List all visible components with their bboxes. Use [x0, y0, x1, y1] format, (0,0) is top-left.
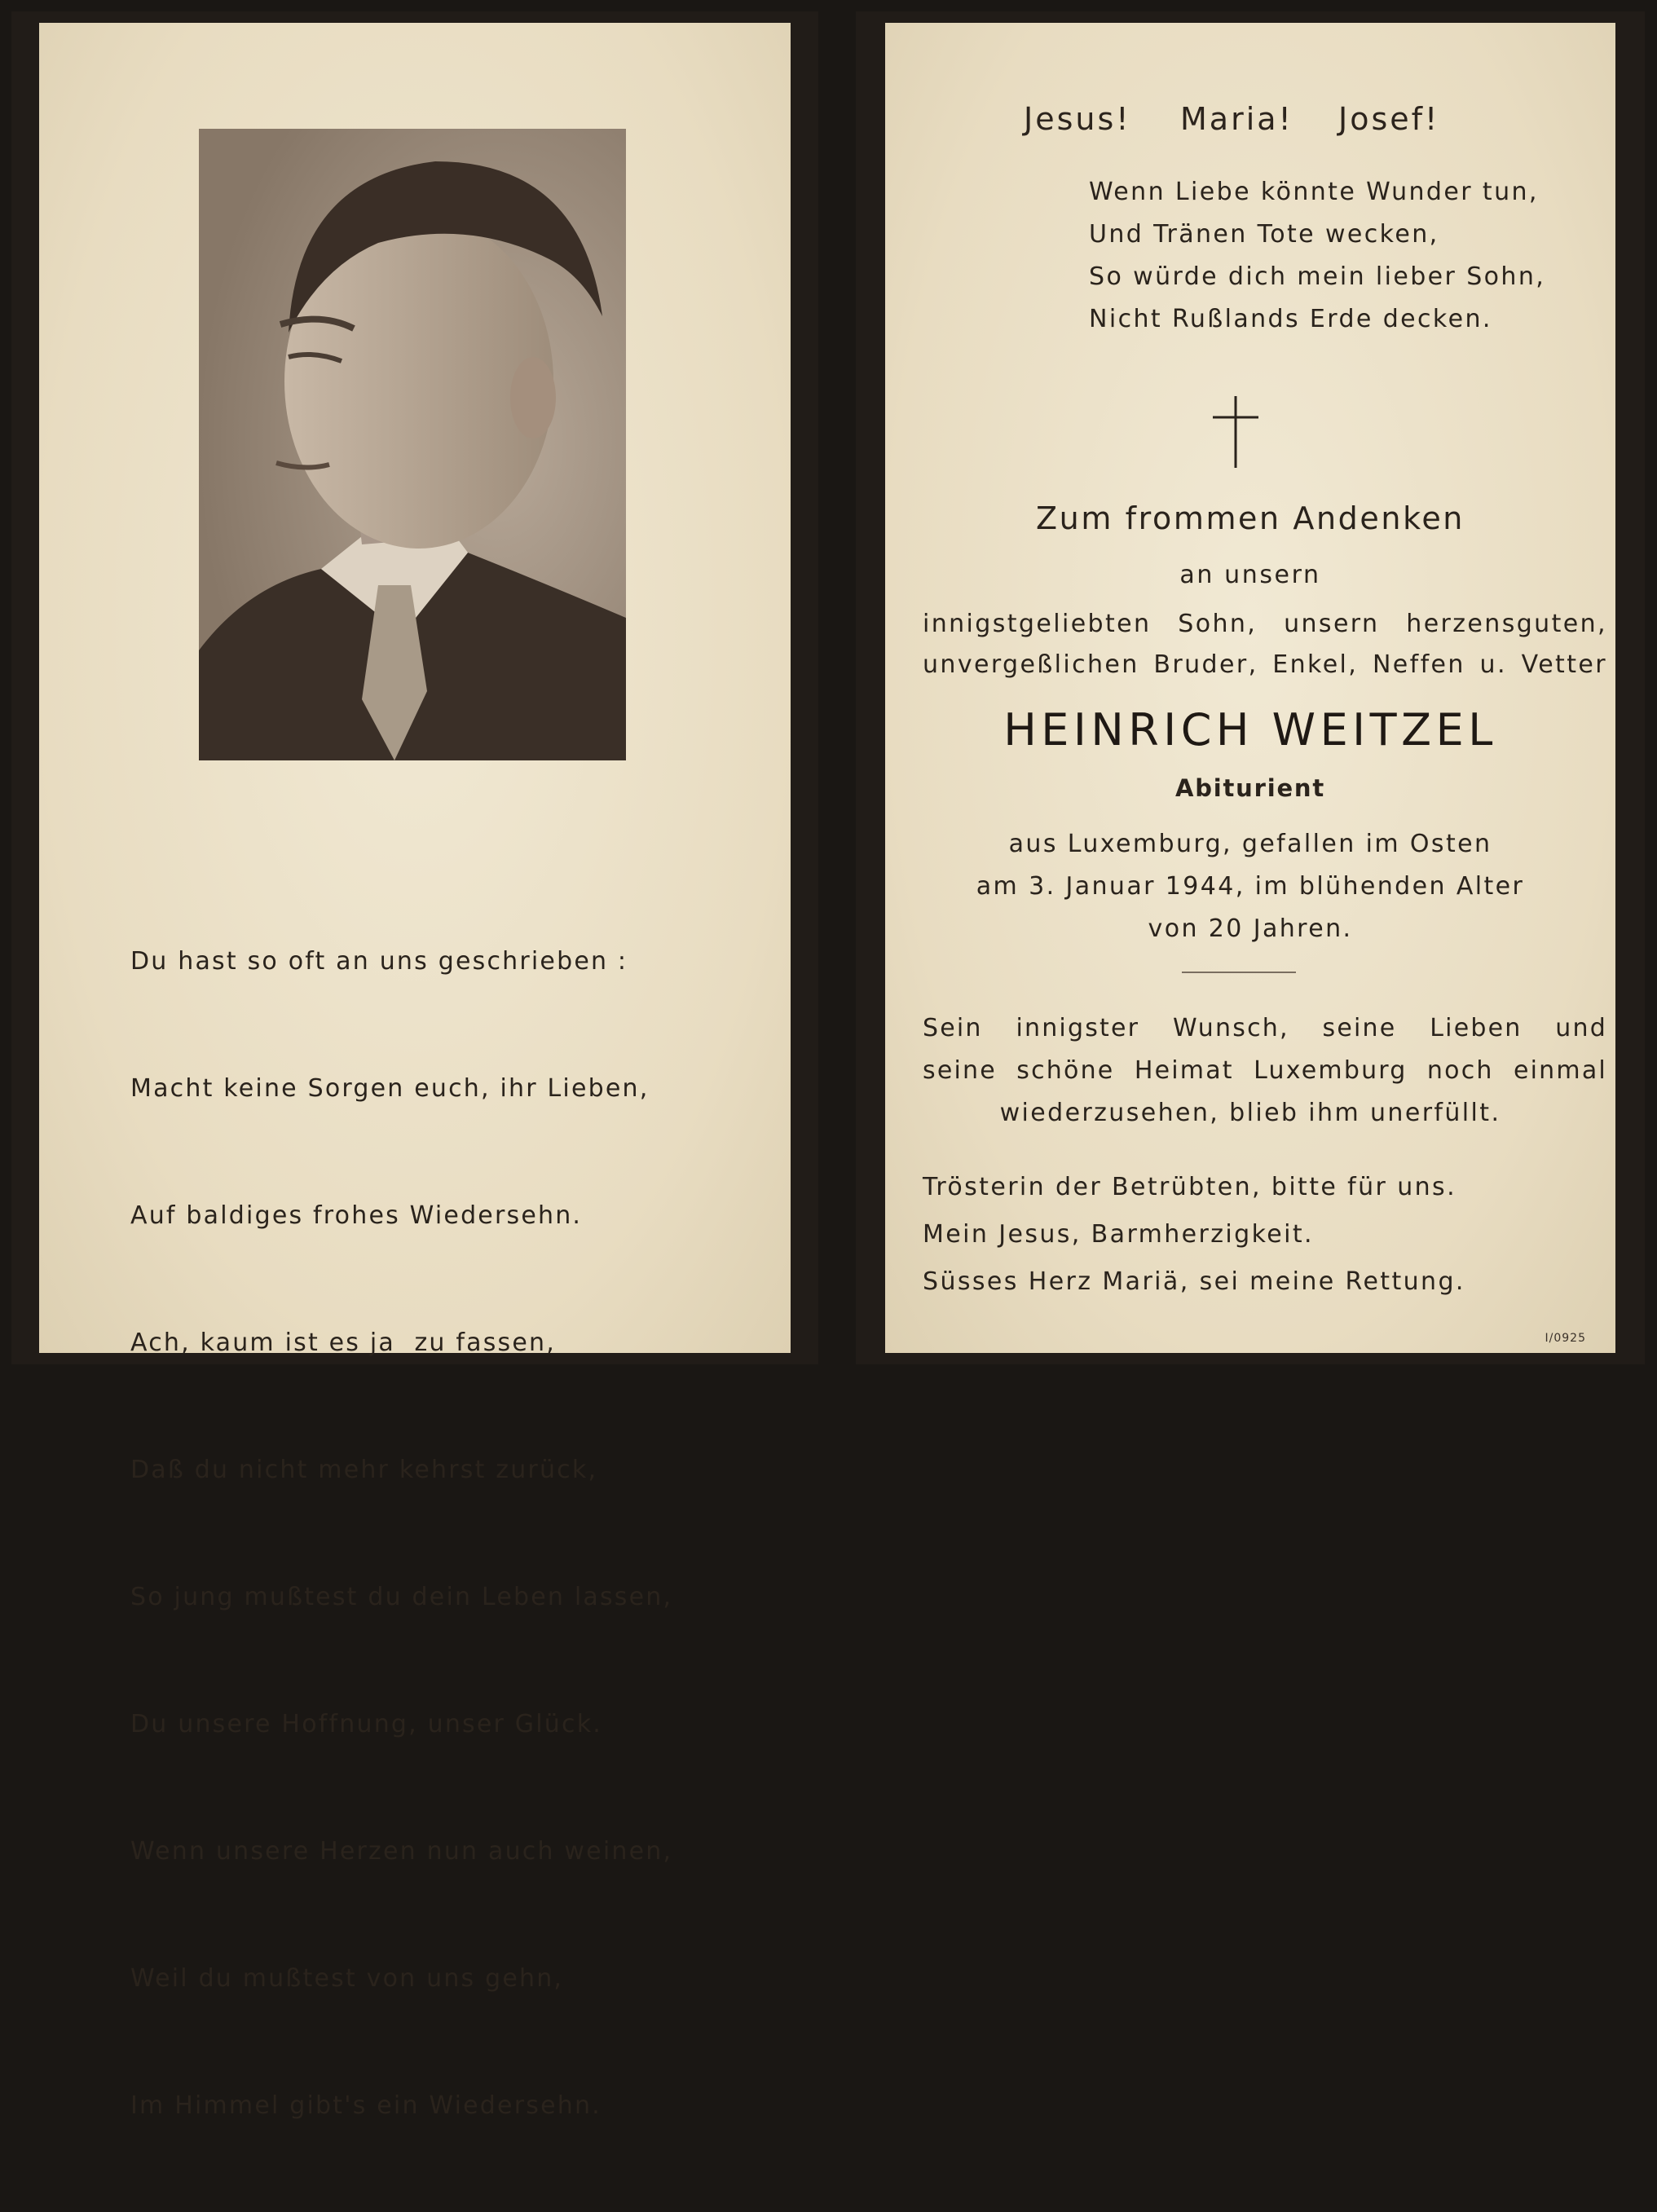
poem-line: Du unsere Hoffnung, unser Glück. [130, 1710, 603, 1738]
word: Bruder, [1153, 650, 1258, 679]
death-info-line-3: von 20 Jahren. [1148, 914, 1353, 943]
poem-line: Wenn unsere Herzen nun auch weinen, [130, 1837, 673, 1866]
word: Enkel, [1272, 650, 1359, 679]
word: unvergeßlichen [923, 650, 1139, 679]
word: schöne [1016, 1056, 1115, 1085]
word: innigstgeliebten [923, 610, 1152, 638]
poem-line: Ach, kaum ist es ja zu fassen, [130, 1329, 556, 1357]
poem-line: Nicht Rußlands Erde decken. [1089, 305, 1492, 333]
right-card-paper [885, 23, 1615, 1353]
prayers [923, 1164, 1465, 1306]
memorial-heading: Zum frommen Andenken [1036, 500, 1465, 536]
wish-line-2 [923, 1056, 1607, 1085]
word: noch [1426, 1056, 1494, 1085]
right-poem [1089, 171, 1657, 341]
poem-line: Im Himmel gibt's ein Wiedersehn. [130, 2091, 602, 2120]
poem-line: So würde dich mein lieber Sohn, [1089, 262, 1546, 291]
portrait-photo-drawing [199, 129, 626, 760]
poem-line: Und Tränen Tote wecken, [1089, 220, 1439, 249]
print-code: I/0925 [1545, 1332, 1586, 1345]
poem-line: Auf baldiges frohes Wiedersehn. [130, 1201, 583, 1230]
deceased-name: HEINRICH WEITZEL [1003, 704, 1497, 756]
word: einmal [1513, 1056, 1607, 1085]
wish-line-1 [923, 1014, 1607, 1042]
word: innigster [1016, 1014, 1140, 1042]
poem-line: So jung mußtest du dein Leben lassen, [130, 1583, 673, 1611]
poem-line: Wenn Liebe könnte Wunder tun, [1089, 178, 1539, 206]
left-poem [130, 856, 766, 2212]
an-unsern: an unsern [1179, 561, 1321, 589]
left-card [11, 11, 818, 2120]
word: und [1555, 1014, 1607, 1042]
invocation-maria: Maria! [1180, 101, 1293, 137]
word: herzensguten, [1406, 610, 1607, 638]
death-info-line-1: aus Luxemburg, gefallen im Osten [1008, 830, 1492, 858]
word: unsern [1284, 610, 1380, 638]
invocation-jesus: Jesus! [1024, 101, 1131, 137]
word: Heimat [1134, 1056, 1234, 1085]
poem-line: Du hast so oft an uns geschrieben : [130, 947, 628, 976]
word: Luxemburg [1254, 1056, 1408, 1085]
latin-cross-icon [1210, 396, 1262, 468]
word: Neffen [1372, 650, 1465, 679]
invocation-josef: Josef! [1338, 101, 1440, 137]
deceased-title: Abiturient [1174, 774, 1326, 802]
word: Lieben [1430, 1014, 1523, 1042]
word: Sohn, [1178, 610, 1258, 638]
prayer-line: Mein Jesus, Barmherzigkeit. [923, 1220, 1314, 1249]
word: Sein [923, 1014, 983, 1042]
word: u. [1479, 650, 1507, 679]
relation-line-2 [923, 650, 1607, 679]
prayer-line: Trösterin der Betrübten, bitte für uns. [923, 1173, 1457, 1201]
portrait-photo [199, 129, 626, 760]
left-card-paper [39, 23, 791, 2120]
word: seine [1322, 1014, 1397, 1042]
poem-line: Macht keine Sorgen euch, ihr Lieben, [130, 1074, 650, 1103]
prayer-line: Süsses Herz Mariä, sei meine Rettung. [923, 1267, 1465, 1296]
relation-line-1 [923, 610, 1607, 638]
wish-line-3: wiederzusehen, blieb ihm unerfüllt. [999, 1099, 1501, 1127]
poem-line: Weil du mußtest von uns gehn, [130, 1964, 564, 1993]
poem-line: Daß du nicht mehr kehrst zurück, [130, 1456, 598, 1484]
word: Wunsch, [1173, 1014, 1289, 1042]
divider [1182, 972, 1296, 973]
word: seine [923, 1056, 997, 1085]
death-info-line-2: am 3. Januar 1944, im blühenden Alter [976, 872, 1525, 901]
right-card [856, 11, 1645, 1364]
word: Vetter [1521, 650, 1607, 679]
